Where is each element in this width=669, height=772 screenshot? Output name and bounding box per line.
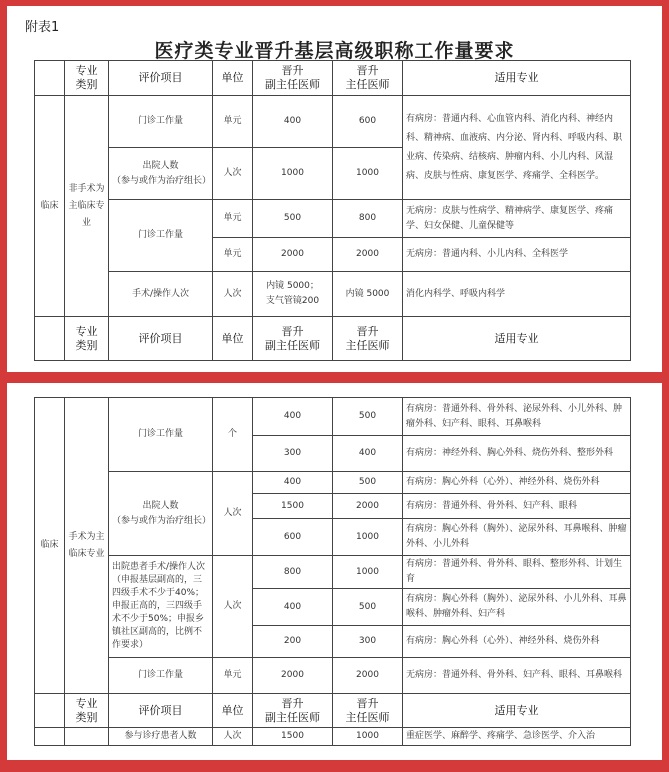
item-cell: 门诊工作量	[109, 658, 213, 694]
chief-cell: 400	[333, 436, 403, 472]
workload-table-nonsurgical	[34, 60, 631, 361]
applicable-cell: 有病房：胸心外科（心外）、神经外科、烧伤外科	[403, 626, 631, 658]
vice-chief-cell: 1500	[253, 494, 333, 519]
attachment-label: 附表1	[25, 20, 60, 35]
table-row	[35, 398, 631, 436]
chief-cell: 2000	[333, 658, 403, 694]
vice-chief-cell: 内镜 5000； 支气管镜200	[253, 272, 333, 317]
unit-cell: 人次	[213, 472, 253, 556]
applicable-cell: 有病房：普通外科、骨外科、泌尿外科、小儿外科、肿瘤外科、妇产科、眼科、耳鼻喉科	[403, 398, 631, 436]
category-cell: 临床	[35, 398, 65, 694]
applicable-cell: 有病房：胸心外科（胸外）、泌尿外科、耳鼻喉科、肿瘤外科、小儿外科	[403, 519, 631, 556]
chief-cell: 1000	[333, 556, 403, 589]
header-unit: 单位	[213, 694, 253, 728]
header-item: 评价项目	[109, 694, 213, 728]
header-unit: 单位	[213, 317, 253, 361]
chief-cell: 500	[333, 472, 403, 494]
chief-cell: 300	[333, 626, 403, 658]
table-row	[35, 658, 631, 694]
header-item: 评价项目	[109, 317, 213, 361]
header-major-type: 专业 类别	[65, 317, 109, 361]
header-vice-chief: 晋升 副主任医师	[253, 317, 333, 361]
chief-cell: 2000	[333, 238, 403, 272]
chief-cell: 内镜 5000	[333, 272, 403, 317]
chief-cell: 1000	[333, 728, 403, 746]
category-cell: 临床	[35, 96, 65, 317]
unit-cell: 单元	[213, 200, 253, 238]
header-item: 评价项目	[109, 61, 213, 96]
unit-cell: 单元	[213, 238, 253, 272]
vice-chief-cell: 800	[253, 556, 333, 589]
applicable-cell: 有病房：神经外科、胸心外科、烧伤外科、整形外科	[403, 436, 631, 472]
vice-chief-cell: 400	[253, 472, 333, 494]
header-chief: 晋升 主任医师	[333, 61, 403, 96]
item-cell: 出院患者手术/操作人次 （申报基层副高的，三四级手术不少于40%；申报正高的，三四级手术不少于50%；申报乡镇社区副高的，比例不作要求）	[109, 556, 213, 658]
header-vice-chief: 晋升 副主任医师	[253, 61, 333, 96]
applicable-cell: 无病房：普通内科、小儿内科、全科医学	[403, 238, 631, 272]
applicable-cell: 消化内科学、呼吸内科学	[403, 272, 631, 317]
table-row	[35, 96, 631, 148]
unit-cell: 个	[213, 398, 253, 472]
header-unit: 单位	[213, 61, 253, 96]
header-major-type: 专业 类别	[65, 61, 109, 96]
unit-cell: 人次	[213, 272, 253, 317]
applicable-cell: 有病房：普通内科、心血管内科、消化内科、神经内科、精神病、血液病、内分泌、肾内科、呼吸内科、职业病、传染病、结核病、肿瘤内科、小儿内科、风湿病、皮肤与性病、康复医学、疼痛学、全科医学。	[403, 96, 631, 200]
applicable-cell: 有病房：胸心外科（胸外）、泌尿外科、小儿外科、耳鼻喉科、肿瘤外科、妇产科	[403, 589, 631, 626]
applicable-cell: 无病房：皮肤与性病学、精神病学、康复医学、疼痛学、妇女保健、儿童保健等	[403, 200, 631, 238]
unit-cell: 人次	[213, 728, 253, 746]
table-row	[35, 272, 631, 317]
vice-chief-cell: 200	[253, 626, 333, 658]
workload-table-surgical	[34, 397, 631, 746]
item-cell: 出院人数 （参与或作为治疗组长）	[109, 472, 213, 556]
footer-header-row	[35, 317, 631, 361]
subcategory-cell: 非手术为主临床专业	[65, 96, 109, 317]
chief-cell: 800	[333, 200, 403, 238]
table-row	[35, 728, 631, 746]
vice-chief-cell: 1500	[253, 728, 333, 746]
vice-chief-cell: 300	[253, 436, 333, 472]
item-cell: 门诊工作量	[109, 200, 213, 272]
applicable-cell: 重症医学、麻醉学、疼痛学、急诊医学、介入治	[403, 728, 631, 746]
chief-cell: 500	[333, 589, 403, 626]
vice-chief-cell: 500	[253, 200, 333, 238]
header-applicable: 适用专业	[403, 694, 631, 728]
vice-chief-cell: 400	[253, 398, 333, 436]
header-applicable: 适用专业	[403, 317, 631, 361]
vice-chief-cell: 2000	[253, 658, 333, 694]
item-cell: 门诊工作量	[109, 96, 213, 148]
chief-cell: 2000	[333, 494, 403, 519]
applicable-cell: 有病房：胸心外科（心外）、神经外科、烧伤外科	[403, 472, 631, 494]
table-row	[35, 556, 631, 589]
item-cell: 门诊工作量	[109, 398, 213, 472]
table-row	[35, 472, 631, 494]
applicable-cell: 无病房：普通外科、骨外科、妇产科、眼科、耳鼻喉科	[403, 658, 631, 694]
chief-cell: 1000	[333, 519, 403, 556]
header-vice-chief: 晋升 副主任医师	[253, 694, 333, 728]
vice-chief-cell: 2000	[253, 238, 333, 272]
unit-cell: 单元	[213, 96, 253, 148]
subcategory-cell: 手术为主临床专业	[65, 398, 109, 694]
item-cell: 手术/操作人次	[109, 272, 213, 317]
table-row	[35, 200, 631, 238]
unit-cell: 人次	[213, 148, 253, 200]
header-major-type: 专业 类别	[65, 694, 109, 728]
vice-chief-cell: 400	[253, 96, 333, 148]
unit-cell: 人次	[213, 556, 253, 658]
header-row	[35, 694, 631, 728]
vice-chief-cell: 1000	[253, 148, 333, 200]
item-cell: 出院人数 （参与或作为治疗组长）	[109, 148, 213, 200]
applicable-cell: 有病房：普通外科、骨外科、妇产科、眼科	[403, 494, 631, 519]
chief-cell: 600	[333, 96, 403, 148]
item-cell: 参与诊疗患者人数	[109, 728, 213, 746]
chief-cell: 500	[333, 398, 403, 436]
header-applicable: 适用专业	[403, 61, 631, 96]
applicable-cell: 有病房：普通外科、骨外科、眼科、整形外科、计划生育	[403, 556, 631, 589]
document-title: 医疗类专业晋升基层高级职称工作量要求	[154, 40, 515, 62]
chief-cell: 1000	[333, 148, 403, 200]
header-row	[35, 61, 631, 96]
header-chief: 晋升 主任医师	[333, 317, 403, 361]
unit-cell: 单元	[213, 658, 253, 694]
vice-chief-cell: 600	[253, 519, 333, 556]
vice-chief-cell: 400	[253, 589, 333, 626]
header-chief: 晋升 主任医师	[333, 694, 403, 728]
